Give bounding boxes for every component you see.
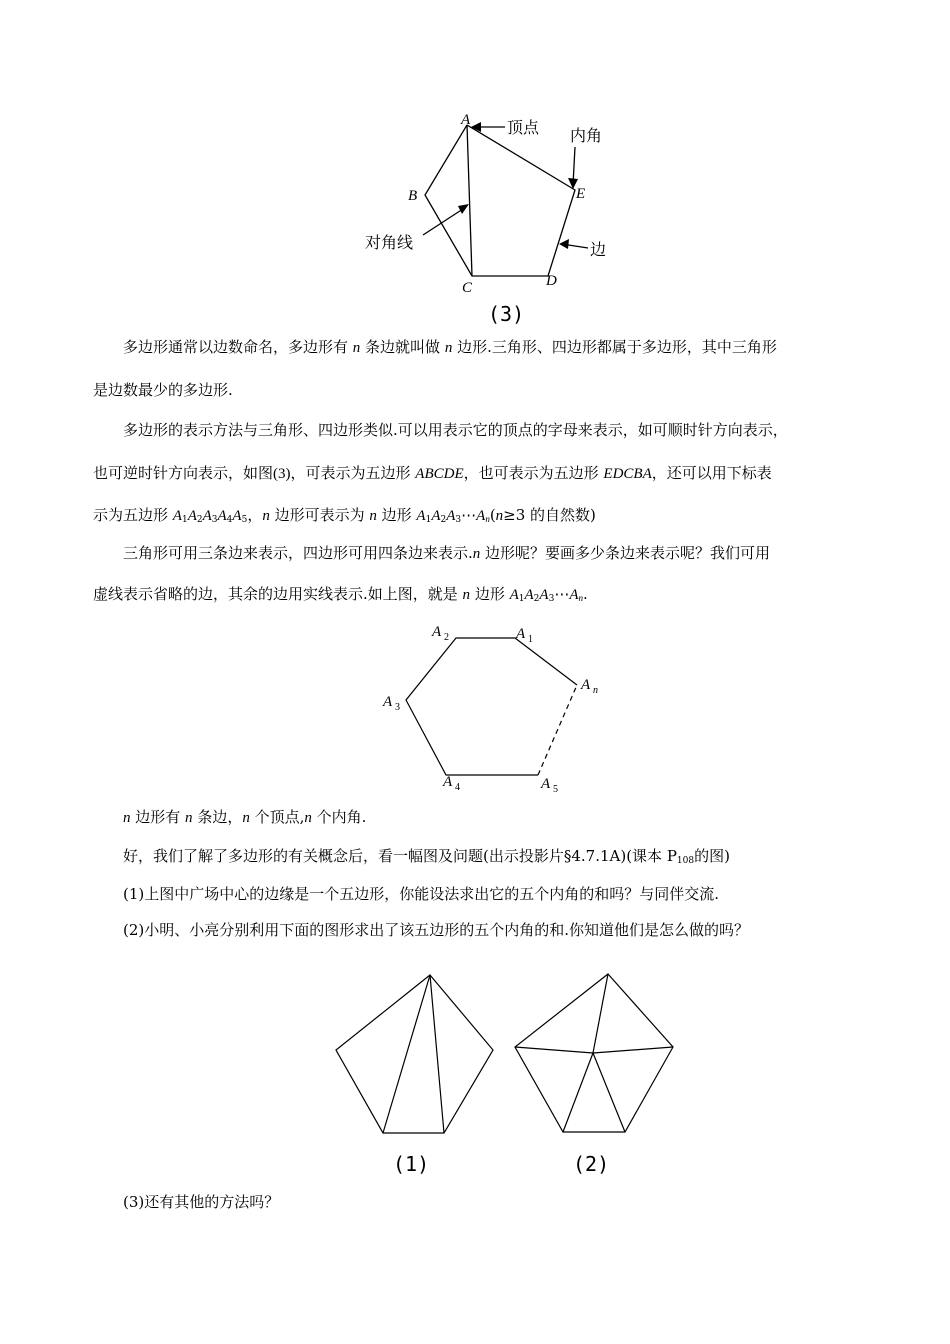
paragraph-notation-line2: 也可逆时针方向表示，如图(3)，可表示为五边形 ABCDE，也可表示为五边形 EDCBA，还可以用下标表 xyxy=(93,464,772,482)
n-gon-solid-edges xyxy=(406,638,577,775)
paragraph-dashed-edges: 三角形可用三条边来表示，四边形可用四条边来表示.n 边形呢？要画多少条边来表示呢？我们可用 xyxy=(123,544,771,562)
svg-text:A: A xyxy=(383,694,393,710)
paragraph-dashed-edges-line2: 虚线表示省略的边，其余的边用实线表示.如上图，就是 n 边形 $A_1A_2A_3\cdots A_n$. xyxy=(93,585,588,604)
paragraph-naming: 多边形通常以边数命名，多边形有 n 条边就叫做 n 边形.三角形、四边形都属于多边形，其中三角形 xyxy=(123,338,777,356)
svg-text:1: 1 xyxy=(528,634,533,645)
pentagon-1-diagonal-1 xyxy=(383,975,430,1133)
svg-text:A: A xyxy=(432,624,442,640)
question-1: (1)上图中广场中心的边缘是一个五边形，你能设法求出它的五个内角的和吗？与同伴交流. xyxy=(123,885,720,903)
vertex-label-a1 xyxy=(515,626,533,645)
paragraph-notation-line3: 示为五边形 $A_1A_2A_3A_4A_5$，n 边形可表示为 n 边形 $A_1A_2A_3\cdots A_n(n\ge 3$ 的自然数) xyxy=(93,506,596,525)
paragraph-notation: 多边形的表示方法与三角形、四边形类似.可以用表示它的顶点的字母来表示，如可顺时针方向表示， xyxy=(123,421,788,439)
caption-decomposition-2: (2) xyxy=(573,1152,610,1176)
paragraph-projection: 好，我们了解了多边形的有关概念后，看一幅图及问题(出示投影片§4.7.1A)(课本 $P_{108}$的图) xyxy=(123,847,730,866)
svg-text:n: n xyxy=(593,685,598,696)
pentagon-2-segment-3 xyxy=(593,1053,625,1132)
svg-text:A: A xyxy=(541,776,551,792)
vertex-label-a4 xyxy=(442,774,460,793)
paragraph-n-gon-properties: n 边形有 n 条边，n 个顶点,n 个内角. xyxy=(123,808,367,826)
pentagon-2-segment-5 xyxy=(515,1047,593,1053)
figure-n-gon xyxy=(375,618,615,798)
annotation-side: 边 xyxy=(590,240,607,259)
svg-text:4: 4 xyxy=(455,782,460,793)
figure-caption-3: (3) xyxy=(488,302,525,326)
figure-pentagon-decompositions xyxy=(325,965,685,1180)
svg-text:A: A xyxy=(516,626,526,642)
pentagon-abcde-outline xyxy=(425,125,575,276)
svg-text:A: A xyxy=(581,677,591,693)
vertex-label-a5 xyxy=(540,776,558,795)
vertex-label-d: D xyxy=(546,273,557,289)
figure-pentagon-abcde xyxy=(360,105,620,330)
svg-text:3: 3 xyxy=(395,702,400,713)
pentagon-2-segment-2 xyxy=(593,1047,673,1053)
caption-decomposition-1: (1) xyxy=(393,1152,430,1176)
diagonal-pointer xyxy=(423,207,466,235)
svg-text:A: A xyxy=(443,774,453,790)
question-3: (3)还有其他的方法吗？ xyxy=(123,1193,280,1211)
annotation-diagonal: 对角线 xyxy=(365,233,414,252)
annotation-vertex: 顶点 xyxy=(507,118,540,137)
n-gon-dashed-edge xyxy=(538,685,577,775)
svg-text:2: 2 xyxy=(444,632,449,643)
svg-text:5: 5 xyxy=(553,784,558,795)
vertex-label-a3 xyxy=(382,694,400,713)
question-2: (2)小明、小亮分别利用下面的图形求出了该五边形的五个内角的和.你知道他们是怎么做的吗？ xyxy=(123,921,750,939)
pentagon-1-diagonal-2 xyxy=(430,975,444,1133)
pentagon-1-outline xyxy=(336,975,493,1133)
annotation-interior-angle: 内角 xyxy=(570,126,603,145)
vertex-label-b: B xyxy=(408,188,418,204)
vertex-label-a: A xyxy=(461,112,471,128)
pentagon-2-segment-1 xyxy=(593,974,608,1053)
diagonal-ac xyxy=(467,125,472,276)
vertex-label-e: E xyxy=(576,186,586,202)
pentagon-2-segment-4 xyxy=(563,1053,593,1132)
vertex-label-c: C xyxy=(462,280,473,296)
paragraph-naming-line2: 是边数最少的多边形. xyxy=(93,381,233,399)
vertex-label-a2 xyxy=(431,624,449,643)
vertex-label-an xyxy=(580,677,598,696)
